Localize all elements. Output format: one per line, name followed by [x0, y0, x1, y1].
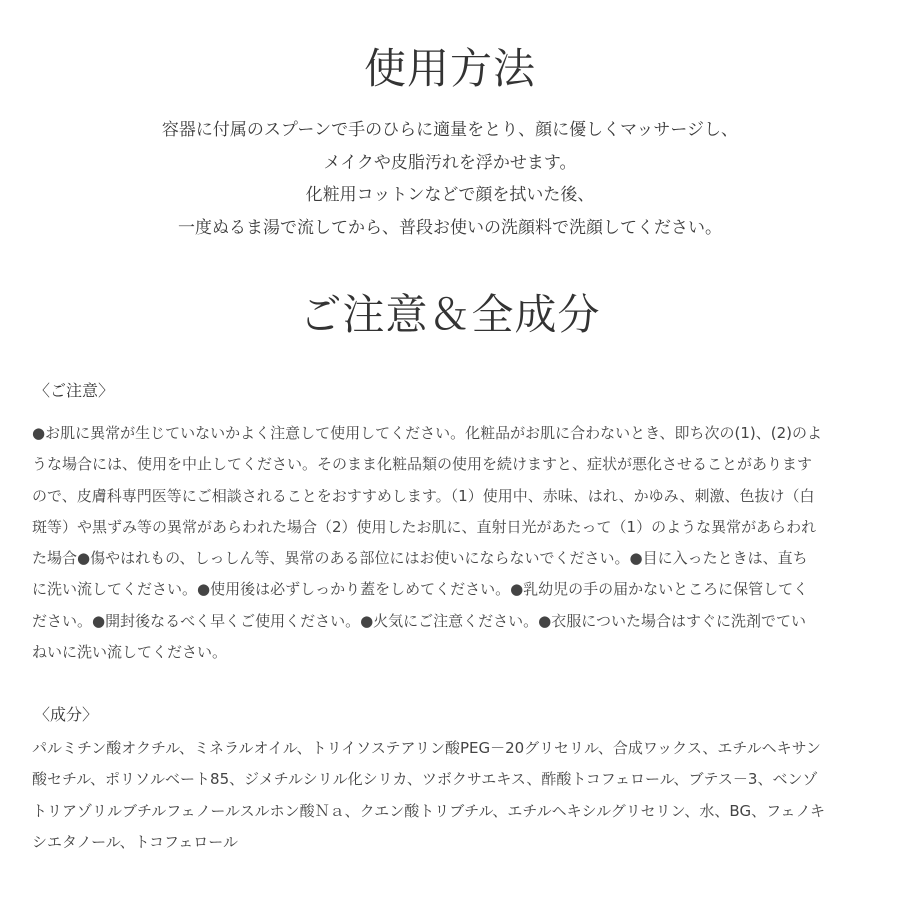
usage-title: 使用方法 [363, 44, 536, 93]
caution-line: ので、皮膚科専門医等にご相談されることをおすすめします。（1）使用中、赤味、はれ、かゆみ、刺激、色抜け（白 [32, 486, 815, 505]
caution-line: に洗い流してください。●使用後は必ずしっかり蓋をしめてください。●乳幼児の手の届かないところに保管してく [32, 580, 809, 599]
caution-ingredients-title: ご注意＆全成分 [299, 290, 601, 339]
ingredients-line: シエタノール、トコフェロール [32, 832, 238, 851]
usage-line: 容器に付属のスプーンで手のひらに適量をとり、顔に優しくマッサージし、 [161, 120, 739, 140]
usage-instructions [0, 114, 900, 244]
caution-line: ねいに洗い流してください。 [32, 643, 228, 662]
ingredients-line: パルミチン酸オクチル、ミネラルオイル、トリイソステアリン酸PEG－20グリセリル、合成ワックス、エチルヘキサン [32, 739, 821, 757]
usage-line: メイクや皮脂汚れを浮かせます。 [323, 152, 577, 173]
caution-line: うな場合には、使用を中止してください。そのまま化粧品類の使用を続けますと、症状が悪化させることがあります [32, 455, 813, 474]
ingredients-heading: 〈成分〉 [34, 705, 99, 724]
ingredients-line: トリアゾリルブチルフェノールスルホン酸Ｎａ、クエン酸トリブチル、エチルヘキシルグリセリン、水、BG、フェノキ [32, 801, 826, 820]
caution-heading: 〈ご注意〉 [34, 381, 115, 400]
caution-text [32, 418, 868, 668]
ingredients-line: 酸セチル、ポリソルベート85、ジメチルシリル化シリカ、ツボクサエキス、酢酸トコフェロール、ブテス－3、ベンゾ [32, 770, 818, 789]
usage-line: 化粧用コットンなどで顔を拭いた後、 [305, 185, 595, 205]
caution-line: 斑等）や黒ずみ等の異常があらわれた場合（2）使用したお肌に、直射日光があたって（1）のような異常があらわれ [32, 517, 817, 536]
ingredients-text [32, 733, 868, 858]
usage-line: 一度ぬるま湯で流してから、普段お使いの洗顔料で洗顔してください。 [178, 217, 722, 238]
caution-line: ださい。●開封後なるべく早くご使用ください。●火気にご注意ください。●衣服についた場合はすぐに洗剤でてい [32, 611, 806, 630]
caution-line: た場合●傷やはれもの、しっしん等、異常のある部位にはお使いにならないでください。●目に入ったときは、直ち [32, 549, 808, 568]
caution-line: ●お肌に異常が生じていないかよく注意して使用してください。化粧品がお肌に合わないとき、即ち次の(1)、(2)のよ [32, 424, 822, 442]
